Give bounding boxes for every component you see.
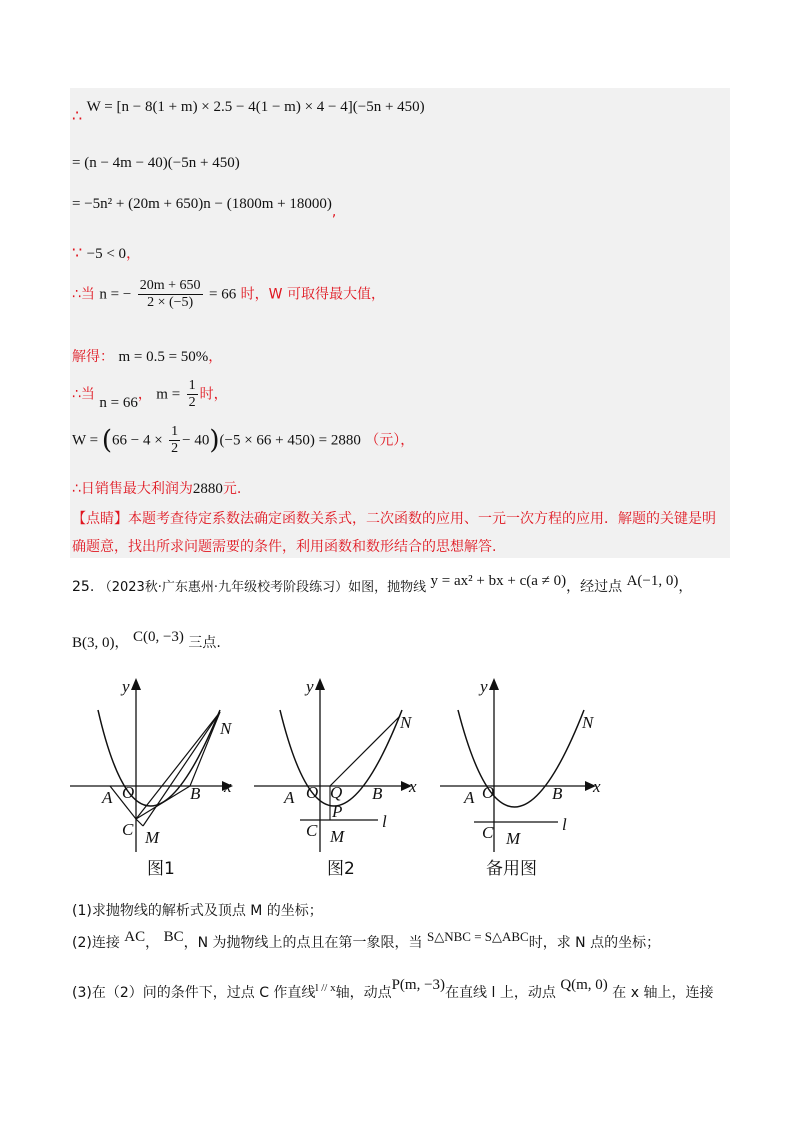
solution-line-7: ∴当 n = 66， m = $\frac{1}{2}$ 时， bbox=[72, 378, 228, 411]
svg-text:M: M bbox=[330, 827, 345, 846]
svg-text:y: y bbox=[306, 677, 314, 696]
y-axis-arrow-icon bbox=[315, 678, 325, 690]
parabola-equation: y = ax² + bx + c(a ≠ 0) bbox=[430, 573, 567, 589]
segment-mn bbox=[143, 712, 220, 826]
comment-line-2: 确题意，找出所求问题需要的条件，利用函数和数形结合的思想解答. bbox=[72, 539, 497, 555]
svg-text:M: M bbox=[145, 828, 160, 847]
factored-expression: = (n − 4m − 40)(−5n + 450) bbox=[72, 155, 240, 171]
segment-cm bbox=[136, 819, 143, 826]
solution-line-6: 解得： m = 0.5 = 50%， bbox=[72, 349, 223, 365]
svg-text:y: y bbox=[122, 677, 130, 696]
question-2: (2)连接 AC， BC，N 为抛物线上的点且在第一象限，当 S△NBC = S△ABC时，求 N 点的坐标； bbox=[72, 929, 661, 951]
figure-1-caption: 图1 bbox=[147, 859, 175, 879]
svg-text:M: M bbox=[506, 829, 521, 848]
svg-text:x: x bbox=[224, 777, 232, 796]
therefore-symbol: ∴ bbox=[72, 106, 83, 125]
solution-line-2 bbox=[72, 155, 240, 172]
figure-backup bbox=[430, 672, 620, 852]
figure-2 bbox=[254, 672, 454, 852]
problem-points: B(3, 0)， C(0, −3) 三点. bbox=[72, 629, 221, 651]
svg-text:y: y bbox=[480, 677, 488, 696]
point-b: B(3, 0) bbox=[72, 635, 115, 651]
svg-text:A: A bbox=[284, 788, 295, 807]
half-fraction: $\frac{1}{2}$ bbox=[188, 378, 196, 410]
svg-text:x: x bbox=[409, 777, 417, 796]
solution-line-4: ∵ −5 < 0， bbox=[72, 243, 141, 262]
svg-text:C: C bbox=[482, 823, 494, 842]
solution-line-1 bbox=[72, 96, 425, 125]
area-condition: S△NBC = S△ABC bbox=[426, 929, 529, 944]
segment-qn bbox=[330, 716, 400, 786]
problem-number: 25. bbox=[72, 579, 95, 595]
problem-header: 25. （2023秋·广东惠州·九年级校考阶段练习）如图，抛物线 y = ax² + bx + c(a ≠ 0)，经过点 A(−1, 0)， bbox=[72, 573, 693, 595]
segment-cn bbox=[136, 712, 220, 819]
svg-text:N: N bbox=[220, 719, 232, 738]
svg-text:B: B bbox=[190, 784, 201, 803]
svg-text:A: A bbox=[102, 788, 113, 807]
m-value: m = 0.5 = 50% bbox=[118, 349, 209, 365]
solution-line-5: ∴当 n = − $\frac{20m + 650}{2 \times (-5)}$ = 66 时，W 可取得最大值， bbox=[72, 278, 385, 310]
vertex-fraction: $\frac{20m + 650}{2 \times (-5)}$ bbox=[139, 278, 201, 310]
svg-text:B: B bbox=[552, 784, 563, 803]
svg-text:l: l bbox=[382, 812, 387, 831]
svg-text:C: C bbox=[122, 820, 134, 839]
svg-text:C: C bbox=[306, 821, 318, 840]
point-a: A(−1, 0) bbox=[626, 573, 679, 589]
figure-backup-caption: 备用图 bbox=[486, 859, 537, 879]
point-c: C(0, −3) bbox=[132, 629, 184, 645]
expanded-expression: = −5n² + (20m + 650)n − (1800m + 18000) bbox=[72, 196, 332, 212]
question-1: (1)求抛物线的解析式及顶点 M 的坐标； bbox=[72, 903, 323, 919]
figure-2-caption: 图2 bbox=[327, 859, 355, 879]
w-expression: W = [n − 8(1 + m) × 2.5 − 4(1 − m) × 4 − 4](−5n + 450) bbox=[86, 99, 425, 115]
svg-text:O: O bbox=[482, 783, 495, 802]
question-3: (3)在（2）问的条件下，过点 C 作直线$^{l // x}$轴，动点P(m, −3)在直线 l 上，动点 Q(m, 0) 在 x 轴上，连接 bbox=[72, 977, 714, 1001]
max-profit-value: 2880 bbox=[192, 481, 223, 497]
problem-source: （2023秋·广东惠州·九年级校考阶段练习）如图，抛物线 bbox=[98, 580, 427, 595]
svg-text:A: A bbox=[464, 788, 475, 807]
svg-text:Q: Q bbox=[330, 783, 343, 802]
solution-line-3: = −5n² + (20m + 650)n − (1800m + 18000), bbox=[72, 196, 337, 220]
solution-line-8: W = (66 − 4 × $\frac{1}{2}$ − 40)(−5 × 66 + 450) = 2880 （元）， bbox=[72, 424, 415, 456]
svg-text:B: B bbox=[372, 784, 383, 803]
svg-text:O: O bbox=[306, 783, 319, 802]
svg-text:x: x bbox=[593, 777, 601, 796]
segment-cb bbox=[136, 786, 190, 819]
comment-line-1: 【点睛】本题考查待定系数法确定函数关系式，二次函数的应用、一元一次方程的应用．解题的关键是明 bbox=[72, 511, 716, 527]
figure-1 bbox=[70, 672, 270, 852]
coefficient-check: −5 < 0 bbox=[86, 246, 127, 262]
svg-text:P: P bbox=[332, 802, 343, 821]
because-symbol: ∵ bbox=[72, 243, 83, 262]
svg-text:N: N bbox=[400, 713, 412, 732]
svg-text:N: N bbox=[582, 713, 594, 732]
y-axis-arrow-icon bbox=[131, 678, 141, 690]
svg-text:O: O bbox=[122, 783, 135, 802]
solution-line-9: ∴日销售最大利润为2880元. bbox=[72, 481, 242, 497]
y-axis-arrow-icon bbox=[489, 678, 499, 690]
parabola bbox=[458, 710, 584, 807]
svg-text:l: l bbox=[562, 815, 567, 834]
